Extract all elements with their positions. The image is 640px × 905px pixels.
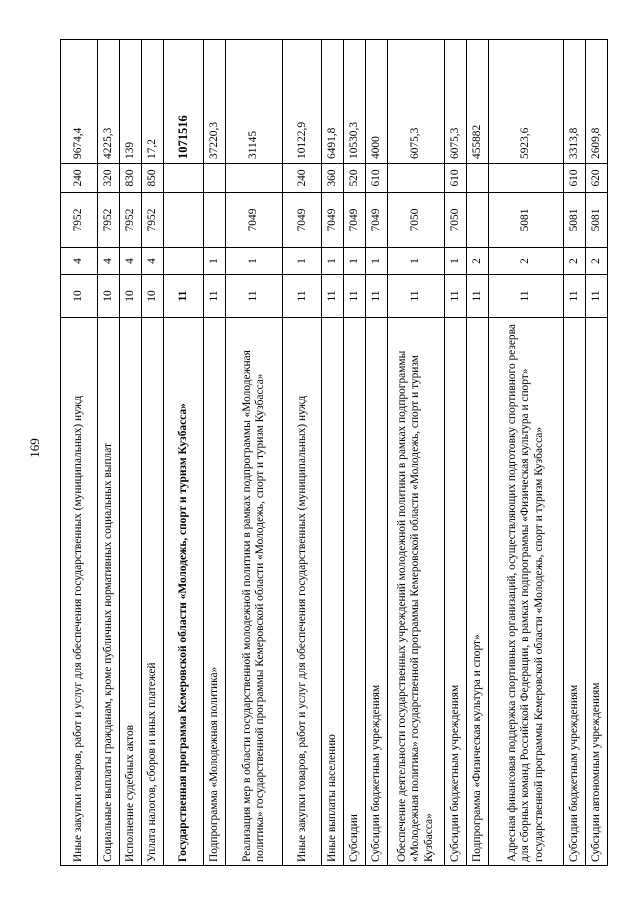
- rotated-table-wrapper: [60, 40, 608, 866]
- budget-table-body: [61, 40, 608, 866]
- row-section-code: 10: [120, 275, 142, 318]
- row-target-code: 7049: [365, 193, 387, 248]
- row-expense-type-code: 240: [61, 164, 98, 193]
- row-section-code: 11: [365, 275, 387, 318]
- row-amount: 2609,8: [585, 40, 607, 164]
- table-row: [322, 40, 344, 866]
- row-expense-type-code: [489, 164, 564, 193]
- table-row: [120, 40, 142, 866]
- table-row: [225, 40, 282, 866]
- table-row: [489, 40, 564, 866]
- table-row: [283, 40, 322, 866]
- row-subsection-code: 2: [467, 248, 489, 275]
- row-expense-type-code: [387, 164, 445, 193]
- row-amount: 9674,4: [61, 40, 98, 164]
- row-amount: 6491,8: [322, 40, 344, 164]
- row-subsection-code: 4: [120, 248, 142, 275]
- row-target-code: [204, 193, 226, 248]
- row-target-code: 5081: [489, 193, 564, 248]
- row-name: Государственная программа Кемеровской области «Молодежь, спорт и туризм Кузбасса»: [164, 318, 204, 866]
- row-section-code: 11: [445, 275, 467, 318]
- row-name: Социальные выплаты гражданам, кроме публичных нормативных социальных выплат: [98, 318, 120, 866]
- row-expense-type-code: 610: [564, 164, 586, 193]
- row-amount: 6075,3: [387, 40, 445, 164]
- row-subsection-code: 4: [61, 248, 98, 275]
- row-name: Субсидии бюджетным учреждениям: [564, 318, 586, 866]
- row-name: Иные выплаты населению: [322, 318, 344, 866]
- page-number: 169: [26, 438, 42, 458]
- row-amount: 6075,3: [445, 40, 467, 164]
- budget-table: [60, 39, 608, 866]
- row-amount: 1071516: [164, 40, 204, 164]
- row-amount: 10122,9: [283, 40, 322, 164]
- row-target-code: 7952: [142, 193, 164, 248]
- row-subsection-code: 1: [365, 248, 387, 275]
- row-expense-type-code: 610: [445, 164, 467, 193]
- row-target-code: 7952: [61, 193, 98, 248]
- row-target-code: 5081: [585, 193, 607, 248]
- row-section-code: 11: [489, 275, 564, 318]
- row-name: Иные закупки товаров, работ и услуг для обеспечения государственных (муниципальных) нужд: [61, 318, 98, 866]
- row-target-code: 7952: [98, 193, 120, 248]
- row-expense-type-code: 320: [98, 164, 120, 193]
- row-section-code: 10: [61, 275, 98, 318]
- row-name: Субсидии: [344, 318, 366, 866]
- row-subsection-code: [164, 248, 204, 275]
- row-amount: 5923,6: [489, 40, 564, 164]
- row-amount: 139: [120, 40, 142, 164]
- row-target-code: 7050: [445, 193, 467, 248]
- row-name: Уплата налогов, сборов и иных платежей: [142, 318, 164, 866]
- row-amount: 4225,3: [98, 40, 120, 164]
- row-subsection-code: 1: [322, 248, 344, 275]
- row-name: Субсидии бюджетным учреждениям: [445, 318, 467, 866]
- row-expense-type-code: [164, 164, 204, 193]
- row-section-code: 11: [164, 275, 204, 318]
- table-row: [164, 40, 204, 866]
- row-target-code: [164, 193, 204, 248]
- row-amount: 3313,8: [564, 40, 586, 164]
- row-amount: 4000: [365, 40, 387, 164]
- rotated-table-container: [60, 40, 608, 866]
- row-expense-type-code: 610: [365, 164, 387, 193]
- row-section-code: 11: [585, 275, 607, 318]
- row-name: Субсидии бюджетным учреждениям: [365, 318, 387, 866]
- row-target-code: 7049: [322, 193, 344, 248]
- row-subsection-code: 1: [225, 248, 282, 275]
- row-subsection-code: 1: [445, 248, 467, 275]
- table-row: [98, 40, 120, 866]
- row-section-code: 11: [225, 275, 282, 318]
- row-subsection-code: 2: [564, 248, 586, 275]
- row-section-code: 11: [344, 275, 366, 318]
- row-subsection-code: 4: [142, 248, 164, 275]
- row-name: Субсидии автономным учреждениям: [585, 318, 607, 866]
- table-row: [142, 40, 164, 866]
- table-row: [564, 40, 586, 866]
- row-target-code: 7049: [283, 193, 322, 248]
- row-subsection-code: 4: [98, 248, 120, 275]
- row-expense-type-code: [225, 164, 282, 193]
- row-name: Иные закупки товаров, работ и услуг для обеспечения государственных (муниципальных) нужд: [283, 318, 322, 866]
- row-section-code: 11: [204, 275, 226, 318]
- table-row: [585, 40, 607, 866]
- row-amount: 455882: [467, 40, 489, 164]
- row-section-code: 10: [142, 275, 164, 318]
- table-row: [344, 40, 366, 866]
- row-expense-type-code: 520: [344, 164, 366, 193]
- row-amount: 31145: [225, 40, 282, 164]
- row-section-code: 11: [322, 275, 344, 318]
- row-section-code: 11: [387, 275, 445, 318]
- row-name: Подпрограмма «Физическая культура и спорт»: [467, 318, 489, 866]
- row-subsection-code: 1: [283, 248, 322, 275]
- row-section-code: 10: [98, 275, 120, 318]
- row-expense-type-code: [204, 164, 226, 193]
- row-subsection-code: 2: [585, 248, 607, 275]
- row-section-code: 11: [467, 275, 489, 318]
- row-target-code: 7049: [225, 193, 282, 248]
- row-name: Обеспечение деятельности государственных учреждений молодежной политики в рамках подпрограммы «Молодежная политика» государственной программы Кемеровской области «Молодежь, спорт и туризм Кузбасса»: [387, 318, 445, 866]
- row-amount: 10530,3: [344, 40, 366, 164]
- table-row: [204, 40, 226, 866]
- row-expense-type-code: [467, 164, 489, 193]
- table-row: [365, 40, 387, 866]
- row-name: Реализация мер в области государственной молодежной политики в рамках подпрограммы «Молодежная политика» государственной программы Кемеровской области «Молодежь, спорт и туризм Кузбасса»: [225, 318, 282, 866]
- row-subsection-code: 1: [204, 248, 226, 275]
- row-amount: 17,2: [142, 40, 164, 164]
- row-target-code: 7952: [120, 193, 142, 248]
- table-row: [387, 40, 445, 866]
- row-expense-type-code: 620: [585, 164, 607, 193]
- row-target-code: 5081: [564, 193, 586, 248]
- row-amount: 37220,3: [204, 40, 226, 164]
- row-section-code: 11: [283, 275, 322, 318]
- row-target-code: 7050: [387, 193, 445, 248]
- row-name: Подпрограмма «Молодежная политика»: [204, 318, 226, 866]
- row-expense-type-code: 850: [142, 164, 164, 193]
- row-subsection-code: 1: [344, 248, 366, 275]
- table-row: [61, 40, 98, 866]
- row-expense-type-code: 240: [283, 164, 322, 193]
- table-row: [445, 40, 467, 866]
- row-subsection-code: 2: [489, 248, 564, 275]
- row-name: Адресная финансовая поддержка спортивных организаций, осуществляющих подготовку спортивного резерва для сборных команд Российской Федерации, в рамках подпрограммы «Физическая культура и спорт» государственной программы Кемеровской области «Молодежь, спорт и туризм Кузбасса»: [489, 318, 564, 866]
- table-row: [467, 40, 489, 866]
- row-target-code: 7049: [344, 193, 366, 248]
- row-target-code: [467, 193, 489, 248]
- row-name: Исполнение судебных актов: [120, 318, 142, 866]
- row-section-code: 11: [564, 275, 586, 318]
- row-expense-type-code: 360: [322, 164, 344, 193]
- row-expense-type-code: 830: [120, 164, 142, 193]
- row-subsection-code: 1: [387, 248, 445, 275]
